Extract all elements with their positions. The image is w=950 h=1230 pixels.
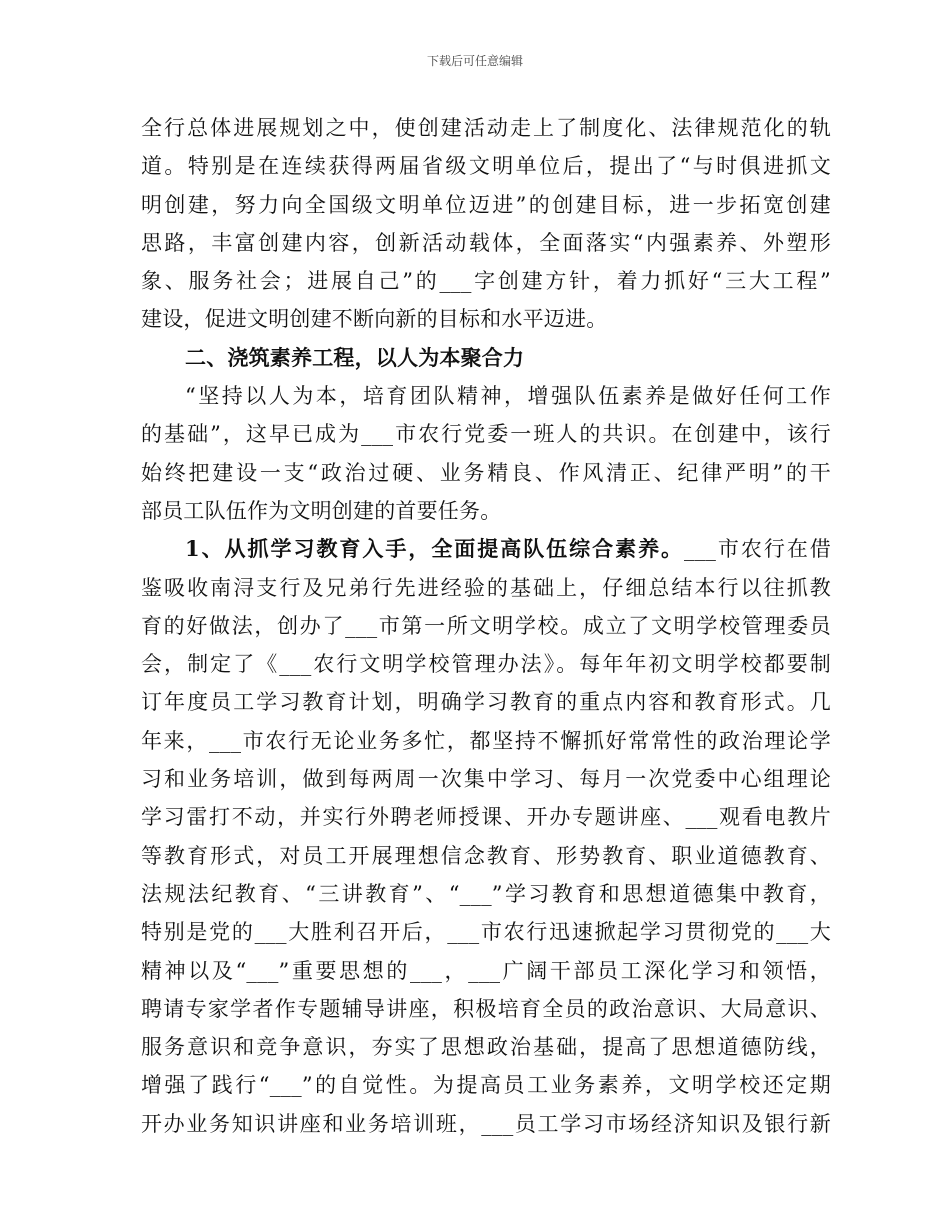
text-line: 会，制定了《___农行文明学校管理办法》。每年年初文明学校都要制: [141, 652, 831, 677]
text-line: 服务意识和竞争意识，夯实了思想政治基础，提高了思想道德防线，: [141, 1035, 831, 1060]
text-line: 开办业务知识讲座和业务培训班，___员工学习市场经济知识及银行新: [141, 1111, 831, 1136]
page-header: 下载后可任意编辑: [426, 54, 523, 68]
text-line: 习和业务培训，做到每两周一次集中学习、每月一次党委中心组理论: [141, 767, 831, 792]
text-line: 聘请专家学者作专题辅导讲座，积极培育全员的政治意识、大局意识、: [141, 996, 831, 1021]
text-line: 等教育形式，对员工开展理想信念教育、形势教育、职业道德教育、: [141, 843, 831, 868]
text-line: 明创建，努力向全国级文明单位迈进”的创建目标，进一步拓宽创建: [141, 192, 831, 217]
text-line: 鉴吸收南浔支行及兄弟行先进经验的基础上，仔细总结本行以往抓教: [141, 575, 831, 600]
text-line: 学习雷打不动，并实行外聘老师授课、开办专题讲座、___观看电教片: [141, 805, 831, 830]
text-line: 订年度员工学习教育计划，明确学习教育的重点内容和教育形式。几: [141, 690, 831, 715]
text-line: 法规法纪教育、“三讲教育”、“___”学习教育和思想道德集中教育，: [141, 881, 831, 906]
text-run: ___市农行在借: [684, 537, 831, 562]
text-line: 特别是党的___大胜利召开后，___市农行迅速掀起学习贯彻党的___大: [141, 920, 831, 945]
subsection-line: [141, 530, 831, 568]
subsection-heading: 1、从抓学习教育入手，全面提高队伍综合素养。: [185, 536, 685, 562]
text-line: 育的好做法，创办了___市第一所文明学校。成立了文明学校管理委员: [141, 613, 831, 638]
text-line: 的基础”，这早已成为___市农行党委一班人的共识。在创建中，该行: [141, 422, 831, 447]
text-line: 全行总体进展规划之中，使创建活动走上了制度化、法律规范化的轨: [141, 116, 831, 140]
document-body: [141, 109, 831, 1143]
text-line: 增强了践行“___”的自觉性。为提高员工业务素养，文明学校还定期: [141, 1073, 831, 1098]
section-heading: 二、浇筑素养工程，以人为本聚合力: [185, 344, 525, 370]
text-line: “坚持以人为本，培育团队精神，增强队伍素养是做好任何工作: [185, 384, 831, 409]
text-line: 部员工队伍作为文明创建的首要任务。: [141, 498, 502, 523]
text-line: 思路，丰富创建内容，创新活动载体，全面落实“内强素养、外塑形: [141, 230, 831, 255]
text-line: 道。特别是在连续获得两届省级文明单位后，提出了“与时俱进抓文: [141, 154, 831, 179]
text-line: 建设，促进文明创建不断向新的目标和水平迈进。: [141, 307, 608, 332]
text-line: 始终把建设一支“政治过硬、业务精良、作风清正、纪律严明”的干: [141, 460, 831, 485]
text-line: 年来，___市农行无论业务多忙，都坚持不懈抓好常常性的政治理论学: [141, 728, 831, 753]
text-line: 象、服务社会；进展自己”的___字创建方针，着力抓好“三大工程”: [141, 269, 831, 294]
text-line: 精神以及“___”重要思想的___，___广阔干部员工深化学习和领悟，: [141, 958, 831, 983]
